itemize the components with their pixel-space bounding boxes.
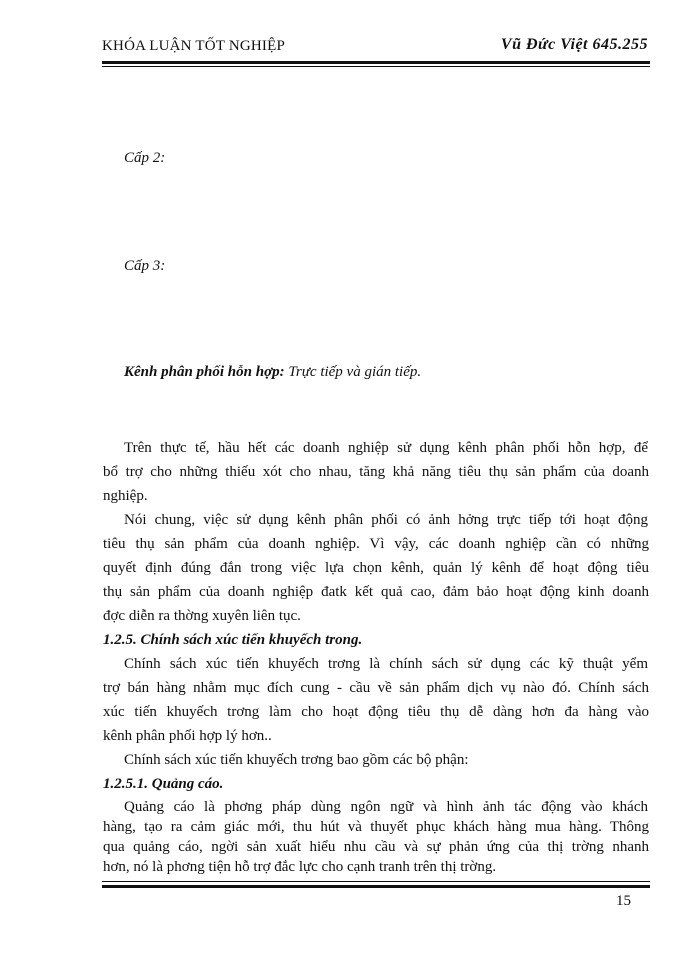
paragraph-line: Quảng cáo là phơng pháp dùng ngôn ngữ và hình ảnh tác động vào khách xyxy=(124,799,648,815)
paragraph-line: Chính sách xúc tiến khuyếch trơng là chính sách sử dụng các kỹ thuật yểm xyxy=(124,656,648,672)
header-author: Vũ Đức Việt 645.255 xyxy=(500,36,648,53)
paragraph-line: đợc diễn ra thờng xuyên liên tục. xyxy=(103,608,301,624)
level-2-label: Cấp 2: xyxy=(124,150,166,166)
paragraph-line: hàng, tạo ra cảm giác mới, thu hút và thuyết phục khách hàng mua hàng. Thông xyxy=(103,819,649,835)
paragraph-line: nghiệp. xyxy=(103,488,148,504)
level-3-label: Cấp 3: xyxy=(124,258,166,274)
paragraph-line: kênh phân phối hợp lý hơn.. xyxy=(103,728,272,744)
paragraph-line: xúc tiến khuyếch trơng làm cho hoạt động tiêu thụ dễ dàng hơn đa hàng vào xyxy=(103,704,649,720)
paragraph-line: hơn, nó là phơng tiện hỗ trợ đắc lực cho cạnh tranh trên thị trờng. xyxy=(103,859,497,875)
mixed-channel-desc: Trực tiếp và gián tiếp. xyxy=(284,364,422,380)
paragraph-line: tiêu thụ sản phẩm của doanh nghiệp. Vì vậy, các doanh nghiệp cần có những xyxy=(103,536,649,552)
paragraph-line: bổ trợ cho những thiếu xót cho nhau, tăng khả năng tiêu thụ sản phẩm của doanh xyxy=(103,464,649,480)
paragraph-line: thụ sản phẩm của doanh nghiệp đatk kết quả cao, đảm bảo hoạt động kinh doanh xyxy=(103,584,649,600)
paragraph-line: quyết định đúng đắn trong việc lựa chọn kênh, quản lý kênh để hoạt động tiêu xyxy=(103,560,649,576)
header-title: KHÓA LUẬN TỐT NGHIỆP xyxy=(102,38,286,54)
paragraph-line: Chính sách xúc tiến khuyếch trơng bao gồm các bộ phận: xyxy=(124,752,469,768)
mixed-channel-term: Kênh phân phối hỗn hợp: xyxy=(124,364,285,380)
section-heading-1-2-5-1: 1.2.5.1. Quảng cáo. xyxy=(103,776,224,792)
paragraph-line: Trên thực tế, hầu hết các doanh nghiệp sử dụng kênh phân phối hỗn hợp, để xyxy=(124,440,648,456)
footer-rule-thick xyxy=(102,885,650,888)
paragraph-line: qua quảng cáo, ngời sản xuất hiểu nhu cầu và sự phản ứng của thị trờng nhanh xyxy=(103,839,649,855)
section-heading-1-2-5: 1.2.5. Chính sách xúc tiến khuyếch trong. xyxy=(103,632,363,648)
header-rule-thick xyxy=(102,61,650,64)
header-rule-thin xyxy=(102,66,650,67)
footer-rule-thin xyxy=(102,881,650,882)
paragraph-line: trợ bán hàng nhằm mục đích cung - cầu về sản phẩm dịch vụ nào đó. Chính sách xyxy=(103,680,649,696)
mixed-channel-line xyxy=(124,364,421,381)
page-number: 15 xyxy=(616,893,631,909)
paragraph-line: Nói chung, việc sử dụng kênh phân phối có ảnh hởng trực tiếp tới hoạt động xyxy=(124,512,648,528)
